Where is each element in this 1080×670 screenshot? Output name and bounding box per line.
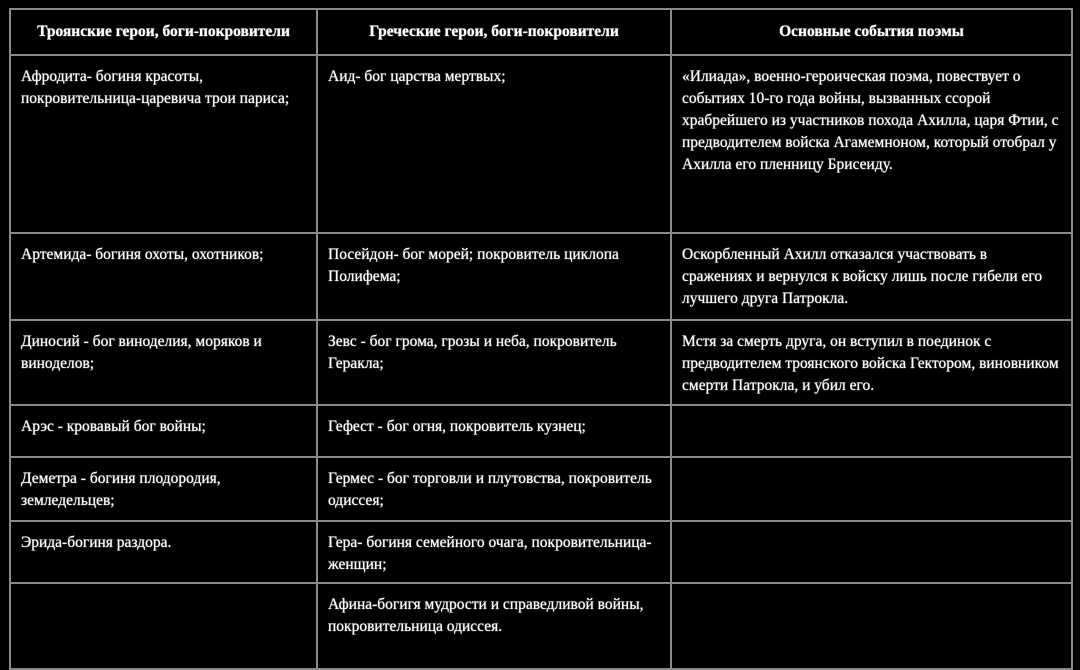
cell-text: Гермес - бог торговли и плутовства, покровитель одиссея; — [328, 470, 652, 509]
cell-greek — [317, 457, 671, 521]
gods-heroes-table — [9, 8, 1073, 670]
header-trojan-heroes: Троянские герои, боги-покровители — [10, 9, 317, 55]
cell-greek — [317, 405, 671, 457]
table-row — [10, 583, 1072, 669]
table-header-row — [10, 9, 1072, 55]
cell-greek — [317, 583, 671, 669]
cell-text: Посейдон- бог морей; покровитель циклопа Полифема; — [328, 246, 619, 285]
cell-event — [671, 55, 1072, 233]
cell-event — [671, 521, 1072, 583]
cell-text: Артемида- богиня охоты, охотников; — [21, 246, 264, 263]
cell-text: Мстя за смерть друга, он вступил в поединок с предводителем троянского войска Гектором, виновником смерти Патрокла, и убил его. — [682, 333, 1059, 394]
cell-trojan — [10, 55, 317, 233]
cell-text: Деметра - богиня плодородия, земледельцев; — [21, 470, 221, 509]
cell-trojan — [10, 521, 317, 583]
cell-trojan — [10, 457, 317, 521]
cell-text: Гера- богиня семейного очага, покровительница- женщин; — [328, 534, 652, 573]
cell-event — [671, 405, 1072, 457]
cell-event — [671, 233, 1072, 320]
cell-text: Афина-богигя мудрости и справедливой войны, покровительница одиссея. — [328, 596, 644, 635]
cell-greek — [317, 521, 671, 583]
table-row — [10, 457, 1072, 521]
table-row — [10, 233, 1072, 320]
cell-text: Эрида-богиня раздора. — [21, 534, 172, 551]
cell-trojan — [10, 320, 317, 405]
header-greek-heroes: Греческие герои, боги-покровители — [317, 9, 671, 55]
table-row — [10, 55, 1072, 233]
cell-text: «Илиада», военно-героическая поэма, повествует о событиях 10-го года войны, вызванных ссорой храбрейшего из участников похода Ахилла, царя Фтии, с предводителем войска Агамемноном, который отобрал у Ахилла его пленницу Брисеиду. — [682, 68, 1059, 173]
cell-text: Арэс - кровавый бог войны; — [21, 418, 206, 435]
cell-trojan — [10, 583, 317, 669]
table-row — [10, 320, 1072, 405]
cell-text: Аид- бог царства мертвых; — [328, 68, 506, 85]
cell-event — [671, 583, 1072, 669]
cell-greek — [317, 233, 671, 320]
header-main-events: Основные события поэмы — [671, 9, 1072, 55]
cell-text: Зевс - бог грома, грозы и неба, покровитель Геракла; — [328, 333, 617, 372]
cell-greek — [317, 55, 671, 233]
table-row — [10, 521, 1072, 583]
cell-text: Оскорбленный Ахилл отказался участвовать в сражениях и вернулся к войску лишь после гибели его лучшего друга Патрокла. — [682, 246, 1043, 307]
cell-event — [671, 320, 1072, 405]
cell-text: Гефест - бог огня, покровитель кузнец; — [328, 418, 586, 435]
cell-trojan — [10, 405, 317, 457]
cell-trojan — [10, 233, 317, 320]
cell-text: Диносий - бог виноделия, моряков и виноделов; — [21, 333, 262, 372]
table-row — [10, 405, 1072, 457]
cell-greek — [317, 320, 671, 405]
cell-text: Афродита- богиня красоты, покровительница-царевича трои париса; — [21, 68, 290, 107]
cell-event — [671, 457, 1072, 521]
